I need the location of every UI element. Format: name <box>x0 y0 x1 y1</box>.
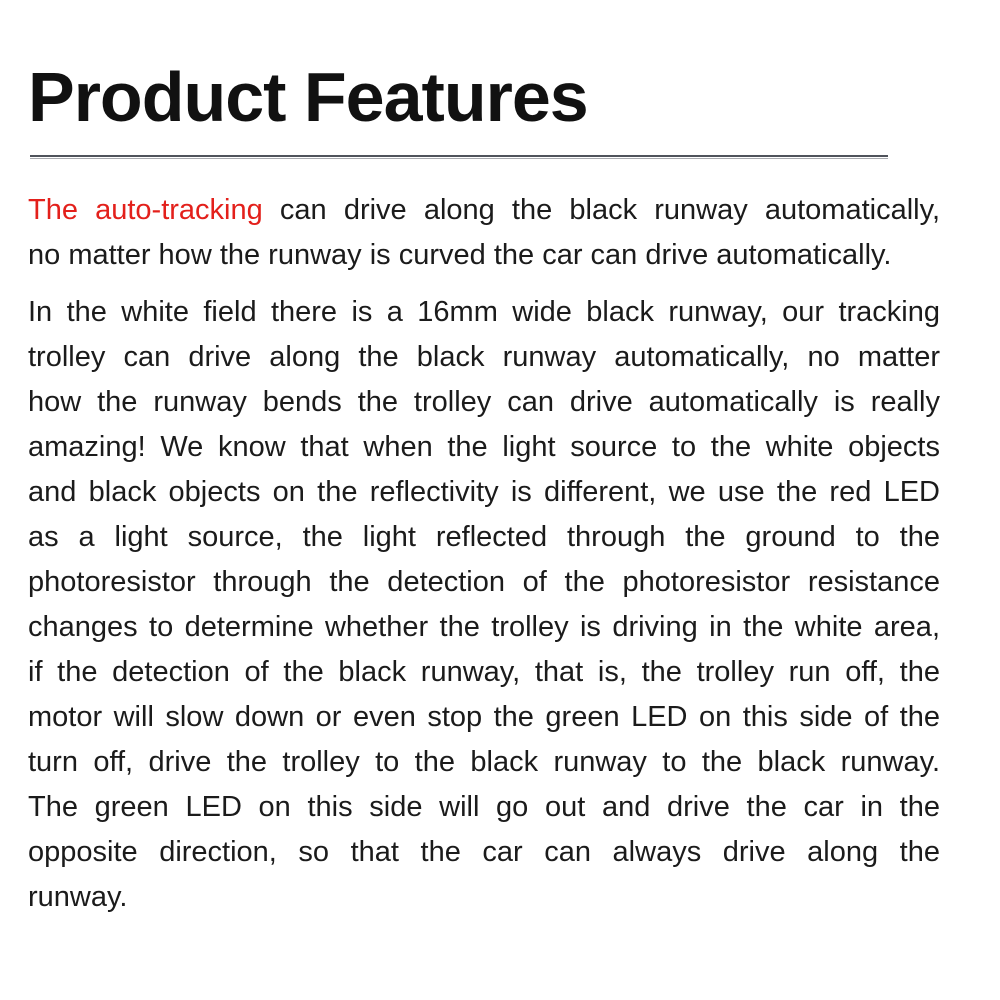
intro-highlight: The auto-tracking <box>28 194 263 226</box>
page-title: Product Features <box>28 58 588 136</box>
body-line: runway. <box>28 881 128 913</box>
body-line: In the white field there is a 16mm wide black runway, our tracking <box>28 296 940 328</box>
intro-line-rest: can drive along the black runway automatically, <box>262 194 940 226</box>
title-divider <box>30 155 888 159</box>
body-line: amazing! We know that when the light source to the white objects <box>28 431 940 463</box>
intro-paragraph <box>28 188 940 278</box>
body-line: changes to determine whether the trolley is driving in the white area, <box>28 611 940 643</box>
body-paragraph <box>28 290 940 920</box>
body-line: turn off, drive the trolley to the black runway to the black runway. <box>28 746 940 778</box>
body-line: and black objects on the reflectivity is different, we use the red LED <box>28 476 940 508</box>
body-line: motor will slow down or even stop the green LED on this side of the <box>28 701 940 733</box>
body-line: photoresistor through the detection of the photoresistor resistance <box>28 566 940 598</box>
intro-line <box>28 188 940 233</box>
body-line: trolley can drive along the black runway automatically, no matter <box>28 341 940 373</box>
body-line: if the detection of the black runway, that is, the trolley run off, the <box>28 656 940 688</box>
body-line: opposite direction, so that the car can always drive along the <box>28 836 940 868</box>
body-line: as a light source, the light reflected through the ground to the <box>28 521 940 553</box>
intro-line: no matter how the runway is curved the car can drive automatically. <box>28 239 892 271</box>
body-line: The green LED on this side will go out and drive the car in the <box>28 791 940 823</box>
body-line: how the runway bends the trolley can drive automatically is really <box>28 386 940 418</box>
